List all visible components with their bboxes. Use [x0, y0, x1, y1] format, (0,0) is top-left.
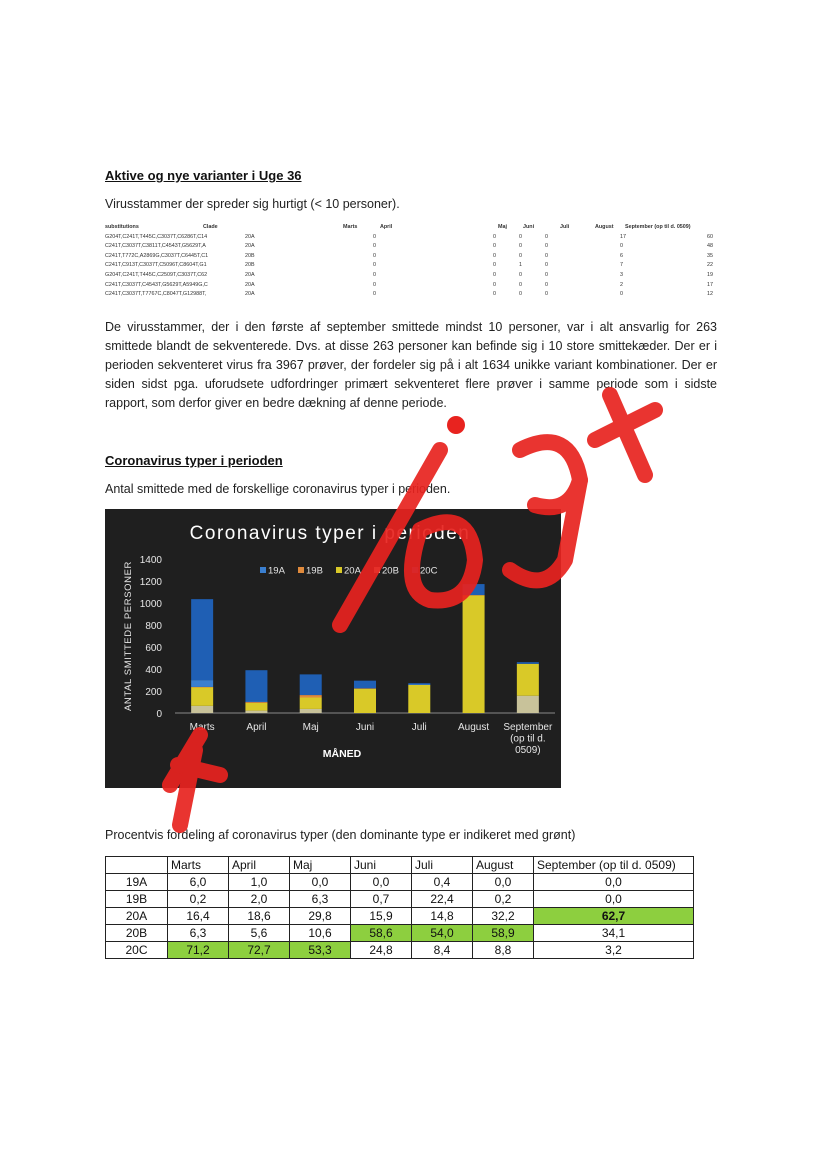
- bar-segment: [245, 702, 267, 703]
- bar-segment: [191, 687, 213, 688]
- variants-cell: 12: [707, 291, 713, 298]
- bar-segment: [191, 680, 213, 687]
- section-heading-variants: Aktive og nye varianter i Uge 36: [105, 168, 302, 183]
- percent-cell: 22,4: [412, 891, 473, 908]
- variants-cell: 1: [519, 262, 522, 269]
- y-tick-label: 1200: [139, 577, 162, 588]
- variants-cell: C241T,C3037T,C4543T,G5629T,A5949G,C: [105, 281, 208, 288]
- variants-header-cell: Juni: [523, 224, 535, 230]
- variants-cell: 0: [373, 262, 376, 269]
- percent-cell: 15,9: [351, 908, 412, 925]
- percent-cell: 0,0: [473, 874, 534, 891]
- percent-cell: 29,8: [290, 908, 351, 925]
- variants-cell: 0: [493, 291, 496, 298]
- percent-cell: 10,6: [290, 925, 351, 942]
- y-tick-label: 1000: [139, 599, 162, 610]
- variants-cell: C241T,C913T,C3037T,C5096T,C8604T,G1: [105, 262, 207, 269]
- percent-table-row: [106, 891, 694, 908]
- legend-label: 20C: [420, 565, 438, 577]
- y-tick-label: 0: [156, 709, 162, 720]
- variants-cell: 0: [373, 252, 376, 259]
- percent-cell: 53,3: [290, 942, 351, 959]
- percent-cell: 8,4: [412, 942, 473, 959]
- x-tick-label: 0509): [515, 745, 541, 756]
- variants-cell: 20B: [245, 252, 255, 259]
- header-cell: August: [473, 857, 534, 874]
- bar-segment: [300, 695, 322, 697]
- percent-table-header: [106, 857, 694, 874]
- variants-cell: 20A: [245, 271, 255, 278]
- bar-segment: [517, 696, 539, 713]
- bar-segment: [300, 674, 322, 695]
- variants-table-row: [105, 243, 715, 253]
- variants-cell: 0: [493, 243, 496, 250]
- variants-cell: 2: [620, 281, 623, 288]
- legend-label: 20B: [382, 565, 399, 577]
- variants-cell: 0: [373, 233, 376, 240]
- percent-intro: Procentvis fordeling af coronavirus typer (den dominante type er indikeret med grønt): [105, 828, 576, 842]
- variants-cell: 0: [545, 281, 548, 288]
- variants-cell: 0: [545, 233, 548, 240]
- variants-cell: 7: [620, 262, 623, 269]
- bar-segment: [245, 670, 267, 701]
- header-cell: Maj: [290, 857, 351, 874]
- variants-cell: 0: [519, 281, 522, 288]
- variants-cell: 0: [493, 233, 496, 240]
- variants-header-cell: substitutions: [105, 224, 139, 230]
- row-label: 20C: [106, 942, 168, 959]
- y-tick-label: 1400: [139, 555, 162, 566]
- variants-cell: 0: [620, 291, 623, 298]
- variants-cell: 22: [707, 262, 713, 269]
- variants-cell: 0: [373, 243, 376, 250]
- percent-cell: 14,8: [412, 908, 473, 925]
- variants-paragraph: De virusstammer, der i den første af september smittede mindst 10 personer, var i alt ansvarlig for 263 smittede blandt de sekventerede. Dvs. at disse 263 personer kan befinde sig i 10 store smittekæder. Der er i perioden sekventeret virus fra 3967 prøver, der fordeler sig på i alt 1634 unikke variant kombinationer. Der er siden sidst pga. uforudsete udfordringer primært sekventeret flere prøver i samme periode som i sidste rapport, som derfor giver en bedre dækning af denne periode.: [105, 320, 717, 410]
- y-axis-label: ANTAL SMITTEDE PERSONER: [123, 561, 134, 711]
- variants-cell: 0: [545, 252, 548, 259]
- percent-cell: 16,4: [168, 908, 229, 925]
- percent-cell: 71,2: [168, 942, 229, 959]
- coronavirus-types-chart: [105, 509, 561, 788]
- bar-segment: [517, 662, 539, 664]
- bar-segment: [354, 688, 376, 689]
- percent-cell: 62,7: [534, 908, 694, 925]
- bar-segment: [463, 584, 485, 595]
- chart-title: Coronavirus typer i perioden: [189, 523, 471, 544]
- percent-cell: 18,6: [229, 908, 290, 925]
- variants-cell: 0: [493, 262, 496, 269]
- variants-header-cell: Maj: [498, 224, 507, 230]
- variants-cell: 17: [620, 233, 626, 240]
- percent-cell: 6,3: [168, 925, 229, 942]
- legend-swatch: [298, 567, 304, 573]
- variants-header-cell: April: [380, 224, 393, 230]
- variants-header-cell: August: [595, 224, 614, 230]
- legend-swatch: [336, 567, 342, 573]
- row-label: 19B: [106, 891, 168, 908]
- bar-segment: [191, 687, 213, 706]
- percent-cell: 8,8: [473, 942, 534, 959]
- section-heading-types: Coronavirus typer i perioden: [105, 453, 283, 468]
- y-tick-label: 200: [145, 687, 162, 698]
- y-tick-label: 600: [145, 643, 162, 654]
- percent-cell: 0,7: [351, 891, 412, 908]
- x-tick-label: (op til d.: [510, 733, 546, 745]
- header-cell: Juni: [351, 857, 412, 874]
- variants-table-header: [105, 224, 715, 234]
- variants-cell: C241T,C3037T,C3811T,C4543T,G5629T,A: [105, 243, 206, 250]
- row-label: 20A: [106, 908, 168, 925]
- variants-intro: Virusstammer der spreder sig hurtigt (< 10 personer).: [105, 197, 400, 211]
- variants-cell: 0: [545, 291, 548, 298]
- variants-cell: 0: [519, 271, 522, 278]
- chart-svg: [105, 509, 561, 788]
- bar-segment: [191, 599, 213, 680]
- percent-cell: 0,0: [351, 874, 412, 891]
- variants-cell: 0: [493, 281, 496, 288]
- bar-segment: [300, 709, 322, 713]
- variants-table-row: [105, 253, 715, 263]
- bar-segment: [245, 711, 267, 713]
- x-axis-label: MÅNED: [322, 748, 362, 760]
- variants-header-cell: September (op til d. 0509): [625, 224, 691, 230]
- variants-cell: C241T,T772C,A2869G,C3037T,C6445T,C1: [105, 252, 209, 259]
- variants-header-cell: Marts: [343, 224, 358, 230]
- x-tick-label: Marts: [189, 722, 215, 733]
- variants-cell: 0: [373, 271, 376, 278]
- row-label: 20B: [106, 925, 168, 942]
- variants-cell: 0: [493, 252, 496, 259]
- percent-table-row: [106, 925, 694, 942]
- x-tick-label: Juli: [411, 722, 427, 733]
- percent-table-row: [106, 908, 694, 925]
- percent-table-row: [106, 874, 694, 891]
- percent-cell: 24,8: [351, 942, 412, 959]
- header-cell: April: [229, 857, 290, 874]
- x-tick-label: April: [246, 722, 267, 733]
- variants-cell: 0: [373, 281, 376, 288]
- variants-cell: 0: [493, 271, 496, 278]
- percent-cell: 3,2: [534, 942, 694, 959]
- variants-cell: 3: [620, 271, 623, 278]
- percent-table-row: [106, 942, 694, 959]
- percent-cell: 0,0: [290, 874, 351, 891]
- variants-table: [105, 224, 715, 301]
- variants-cell: 0: [519, 233, 522, 240]
- percent-cell: 6,3: [290, 891, 351, 908]
- legend-swatch: [260, 567, 266, 573]
- variants-cell: C241T,C3037T,T7767C,C8047T,G12988T,: [105, 291, 207, 298]
- variants-cell: 20A: [245, 291, 255, 298]
- variants-table-row: [105, 291, 715, 301]
- percent-cell: 0,2: [473, 891, 534, 908]
- variants-cell: 17: [707, 281, 713, 288]
- bar-segment: [245, 703, 267, 711]
- variants-cell: 35: [707, 252, 713, 259]
- legend-swatch: [412, 567, 418, 573]
- variants-cell: 0: [373, 291, 376, 298]
- header-cell: Marts: [168, 857, 229, 874]
- bar-segment: [517, 664, 539, 696]
- bar-segment: [191, 706, 213, 713]
- variants-cell: G204T,C241T,T445C,C3037T,C6286T,C14: [105, 233, 208, 240]
- variants-cell: 20A: [245, 243, 255, 250]
- percent-cell: 32,2: [473, 908, 534, 925]
- variants-cell: 60: [707, 233, 713, 240]
- percent-cell: 58,9: [473, 925, 534, 942]
- percent-cell: 6,0: [168, 874, 229, 891]
- variants-table-row: [105, 234, 715, 244]
- variants-cell: 20B: [245, 262, 255, 269]
- x-tick-label: Maj: [302, 722, 319, 733]
- bar-segment: [354, 681, 376, 689]
- percent-cell: 34,1: [534, 925, 694, 942]
- y-tick-label: 400: [145, 665, 162, 676]
- variants-cell: 0: [620, 243, 623, 250]
- bar-segment: [354, 689, 376, 713]
- percent-table: [105, 856, 694, 959]
- percent-cell: 2,0: [229, 891, 290, 908]
- variants-cell: 19: [707, 271, 713, 278]
- variants-cell: 48: [707, 243, 713, 250]
- y-tick-label: 800: [145, 621, 162, 632]
- header-cell: September (op til d. 0509): [534, 857, 694, 874]
- bar-segment: [463, 595, 485, 596]
- variants-cell: 20A: [245, 233, 255, 240]
- variants-cell: 6: [620, 252, 623, 259]
- variants-cell: 0: [545, 271, 548, 278]
- variants-cell: 0: [519, 243, 522, 250]
- bar-segment: [408, 683, 430, 684]
- x-tick-label: September: [503, 722, 553, 733]
- percent-cell: 58,6: [351, 925, 412, 942]
- percent-cell: 5,6: [229, 925, 290, 942]
- percent-cell: 72,7: [229, 942, 290, 959]
- x-tick-label: August: [458, 722, 490, 733]
- percent-cell: 0,4: [412, 874, 473, 891]
- percent-cell: 1,0: [229, 874, 290, 891]
- variants-cell: 20A: [245, 281, 255, 288]
- percent-cell: 0,0: [534, 874, 694, 891]
- variants-table-row: [105, 262, 715, 272]
- bar-segment: [408, 684, 430, 685]
- variants-cell: 0: [519, 291, 522, 298]
- bar-segment: [463, 595, 485, 713]
- percent-cell: 54,0: [412, 925, 473, 942]
- header-cell: Juli: [412, 857, 473, 874]
- variants-table-row: [105, 282, 715, 292]
- variants-cell: 0: [545, 262, 548, 269]
- variants-cell: 0: [519, 252, 522, 259]
- legend-label: 19B: [306, 565, 323, 577]
- bar-segment: [245, 702, 267, 703]
- legend-label: 20A: [344, 565, 361, 577]
- types-intro: Antal smittede med de forskellige coronavirus typer i perioden.: [105, 482, 451, 496]
- row-label: 19A: [106, 874, 168, 891]
- header-cell: [106, 857, 168, 874]
- variants-header-cell: Juli: [560, 224, 570, 230]
- percent-cell: 0,2: [168, 891, 229, 908]
- bar-segment: [408, 685, 430, 713]
- variants-header-cell: Clade: [203, 224, 218, 230]
- variants-table-row: [105, 272, 715, 282]
- x-tick-label: Juni: [355, 722, 375, 733]
- legend-label: 19A: [268, 565, 285, 577]
- bar-segment: [300, 697, 322, 708]
- variants-cell: G204T,C241T,T445C,C2509T,C3037T,C62: [105, 271, 208, 278]
- legend-swatch: [374, 567, 380, 573]
- variants-cell: 0: [545, 243, 548, 250]
- percent-cell: 0,0: [534, 891, 694, 908]
